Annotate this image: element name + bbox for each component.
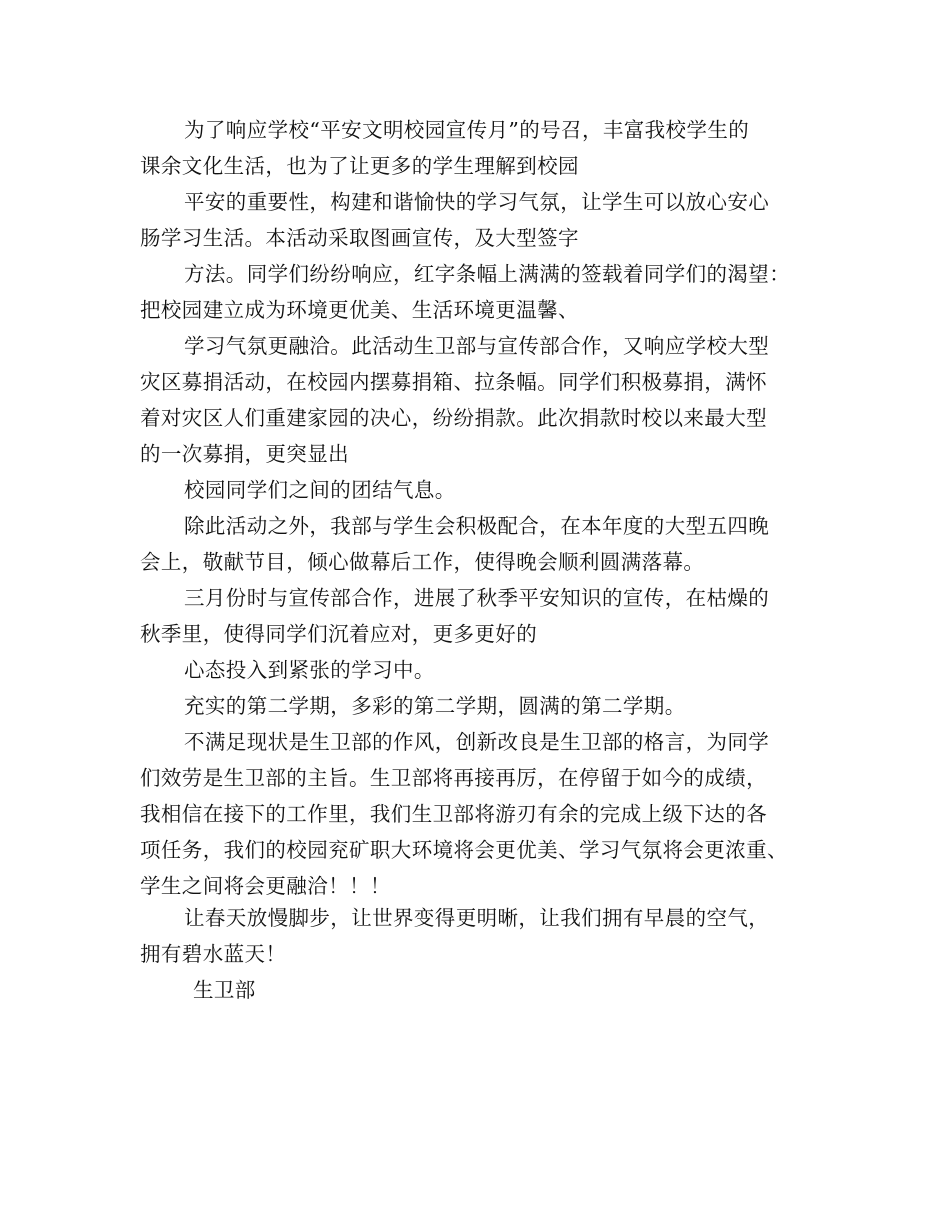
paragraph-1 xyxy=(140,112,840,184)
paragraph-line: 项任务，我们的校园兖矿职大环境将会更优美、学习气氛将会更浓重、 xyxy=(140,838,788,862)
paragraph-line: 校园同学们之间的团结气息。 xyxy=(184,478,456,502)
paragraph-line: 为了响应学校“平安文明校园宣传月”的号召，丰富我校学生的 xyxy=(184,118,750,142)
paragraph-4 xyxy=(140,328,840,472)
paragraph-line: 秋季里，使得同学们沉着应对，更多更好的 xyxy=(140,622,538,646)
paragraph-line: 我相信在接下的工作里，我们生卫部将游刃有余的完成上级下达的各 xyxy=(140,802,767,826)
paragraph-line: 的一次募捐，更突显出 xyxy=(140,442,349,466)
paragraph-line: 学生之间将会更融洽！！！ xyxy=(140,874,391,898)
paragraph-2 xyxy=(140,184,840,256)
paragraph-line: 拥有碧水蓝天！ xyxy=(140,942,287,966)
paragraph-line: 学习气氛更融洽。此活动生卫部与宣传部合作，又响应学校大型 xyxy=(184,334,770,358)
paragraph-8 xyxy=(140,652,840,688)
paragraph-line: 三月份时与宣传部合作，进展了秋季平安知识的宣传，在枯燥的 xyxy=(184,586,770,610)
paragraph-line: 着对灾区人们重建家园的决心，纷纷捐款。此次捐款时校以来最大型 xyxy=(140,406,767,430)
paragraph-10 xyxy=(140,724,840,904)
paragraph-line: 把校园建立成为环境更优美、生活环境更温馨、 xyxy=(140,298,579,322)
paragraph-line: 课余文化生活，也为了让更多的学生理解到校园 xyxy=(140,154,579,178)
paragraph-line: 充实的第二学期，多彩的第二学期，圆满的第二学期。 xyxy=(184,694,686,718)
paragraph-3 xyxy=(140,256,840,328)
paragraph-line: 不满足现状是生卫部的作风，创新改良是生卫部的格言，为同学 xyxy=(184,730,770,754)
paragraph-11 xyxy=(140,900,840,972)
paragraph-line: 除此活动之外，我部与学生会积极配合，在本年度的大型五四晚 xyxy=(184,514,770,538)
paragraph-line: 让春天放慢脚步，让世界变得更明晰，让我们拥有早晨的空气， xyxy=(184,906,770,930)
paragraph-line: 方法。同学们纷纷响应，红字条幅上满满的签载着同学们的渴望： xyxy=(184,262,791,286)
paragraph-line: 肠学习生活。本活动采取图画宣传，及大型签字 xyxy=(140,226,579,250)
paragraph-line: 心态投入到紧张的学习中。 xyxy=(184,658,435,682)
paragraph-line: 平安的重要性，构建和谐愉快的学习气氛，让学生可以放心安心 xyxy=(184,190,770,214)
paragraph-7 xyxy=(140,580,840,652)
paragraph-line: 灾区募捐活动，在校园内摆募捐箱、拉条幅。同学们积极募捐，满怀 xyxy=(140,370,767,394)
signature: 生卫部 xyxy=(193,978,256,1002)
paragraph-6 xyxy=(140,508,840,580)
paragraph-9 xyxy=(140,688,840,724)
paragraph-line: 会上，敬献节目，倾心做幕后工作，使得晚会顺利圆满落幕。 xyxy=(140,550,705,574)
paragraph-line: 们效劳是生卫部的主旨。生卫部将再接再厉，在停留于如今的成绩， xyxy=(140,766,767,790)
paragraph-5 xyxy=(140,472,840,508)
